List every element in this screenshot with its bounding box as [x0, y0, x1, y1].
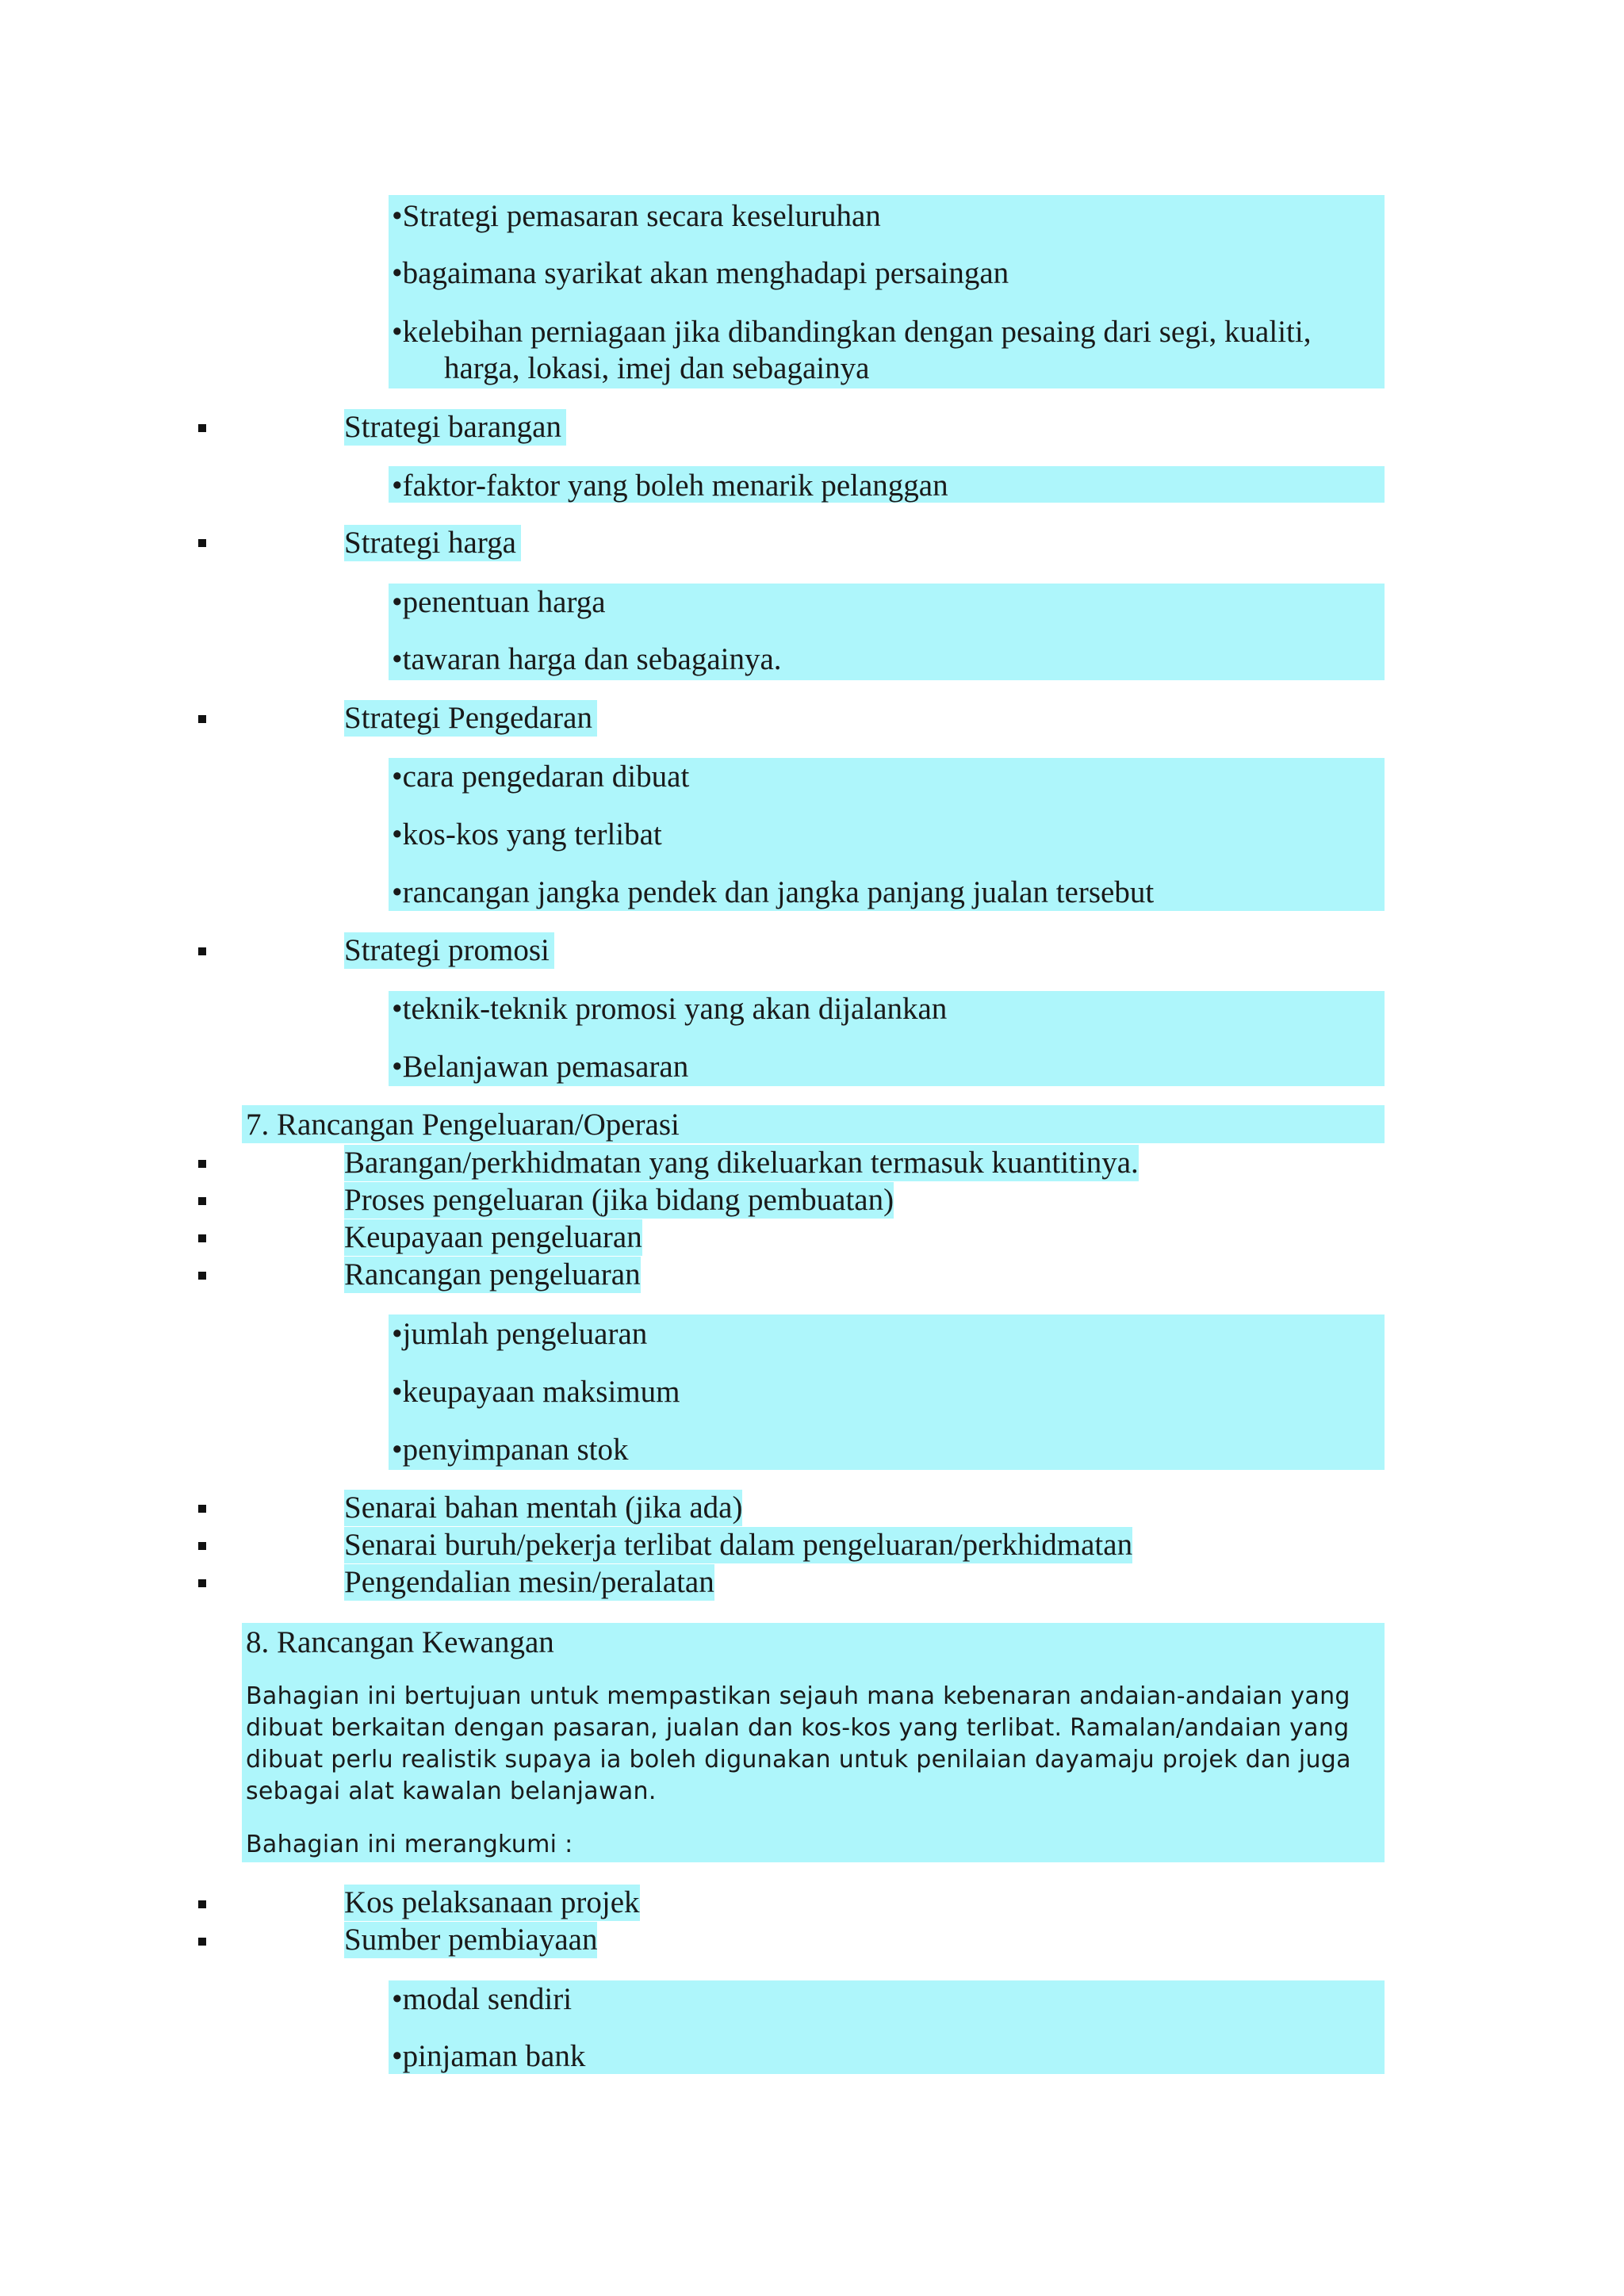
- sub-bullet-item: •bagaimana syarikat akan menghadapi persaingan: [392, 256, 1009, 290]
- section-8-summary: Bahagian ini merangkumi :: [246, 1831, 573, 1858]
- sub-bullet-item: •jumlah pengeluaran: [392, 1317, 648, 1351]
- square-bullet-icon: [198, 539, 206, 547]
- sub-bullet-item: •teknik-teknik promosi yang akan dijalankan: [392, 992, 948, 1026]
- sub-bullet-item: •faktor-faktor yang boleh menarik pelanggan: [392, 469, 948, 503]
- sub-bullet-item: •cara pengedaran dibuat: [392, 760, 690, 794]
- square-bullet-icon: [198, 424, 206, 432]
- section-8-paragraph-line: sebagai alat kawalan belanjawan.: [246, 1777, 657, 1805]
- square-bullet-icon: [198, 715, 206, 723]
- sub-bullet-item: •tawaran harga dan sebagainya.: [392, 642, 782, 676]
- section-8-paragraph-line: dibuat berkaitan dengan pasaran, jualan dan kos-kos yang terlibat. Ramalan/andaian yang: [246, 1714, 1350, 1742]
- section-item-strategi-barangan: Strategi barangan: [344, 409, 566, 446]
- sub-bullet-continuation: harga, lokasi, imej dan sebagainya: [444, 351, 870, 385]
- production-item: Senarai buruh/pekerja terlibat dalam pengeluaran/perkhidmatan: [344, 1528, 1133, 1562]
- finance-item: Kos pelaksanaan projek: [344, 1885, 640, 1919]
- section-7-heading: 7. Rancangan Pengeluaran/Operasi: [246, 1108, 680, 1142]
- production-item: Senarai bahan mentah (jika ada): [344, 1490, 743, 1525]
- sub-bullet-item: •kelebihan perniagaan jika dibandingkan dengan pesaing dari segi, kualiti,: [392, 315, 1312, 349]
- section-item-strategi-pengedaran: Strategi Pengedaran: [344, 700, 597, 737]
- sub-bullet-item: •penentuan harga: [392, 585, 606, 619]
- square-bullet-icon: [198, 1900, 206, 1908]
- sub-bullet-item: •pinjaman bank: [392, 2039, 586, 2073]
- square-bullet-icon: [198, 1160, 206, 1168]
- square-bullet-icon: [198, 1272, 206, 1280]
- production-item: Keupayaan pengeluaran: [344, 1220, 642, 1254]
- production-item: Proses pengeluaran (jika bidang pembuatan): [344, 1183, 894, 1217]
- sub-bullet-item: •keupayaan maksimum: [392, 1375, 680, 1409]
- sub-bullet-item: •rancangan jangka pendek dan jangka panjang jualan tersebut: [392, 875, 1155, 909]
- production-item: Rancangan pengeluaran: [344, 1257, 641, 1292]
- square-bullet-icon: [198, 1197, 206, 1205]
- section-8-paragraph-line: dibuat perlu realistik supaya ia boleh digunakan untuk penilaian dayamaju projek dan juga: [246, 1746, 1351, 1774]
- sub-bullet-item: •kos-kos yang terlibat: [392, 817, 662, 851]
- sub-bullet-item: •Belanjawan pemasaran: [392, 1050, 689, 1084]
- sub-bullet-item: •penyimpanan stok: [392, 1433, 629, 1467]
- production-item: Barangan/perkhidmatan yang dikeluarkan termasuk kuantitinya.: [344, 1146, 1139, 1180]
- square-bullet-icon: [198, 1234, 206, 1242]
- square-bullet-icon: [198, 947, 206, 955]
- square-bullet-icon: [198, 1579, 206, 1587]
- square-bullet-icon: [198, 1505, 206, 1513]
- section-8-heading: 8. Rancangan Kewangan: [246, 1625, 554, 1659]
- section-8-paragraph-line: Bahagian ini bertujuan untuk mempastikan sejauh mana kebenaran andaian-andaian yang: [246, 1682, 1350, 1710]
- sub-bullet-item: •Strategi pemasaran secara keseluruhan: [392, 199, 881, 233]
- square-bullet-icon: [198, 1938, 206, 1946]
- production-item: Pengendalian mesin/peralatan: [344, 1565, 714, 1599]
- sub-bullet-item: •modal sendiri: [392, 1982, 573, 2016]
- finance-item: Sumber pembiayaan: [344, 1923, 598, 1957]
- section-item-strategi-promosi: Strategi promosi: [344, 932, 554, 969]
- square-bullet-icon: [198, 1542, 206, 1550]
- section-item-strategi-harga: Strategi harga: [344, 525, 521, 561]
